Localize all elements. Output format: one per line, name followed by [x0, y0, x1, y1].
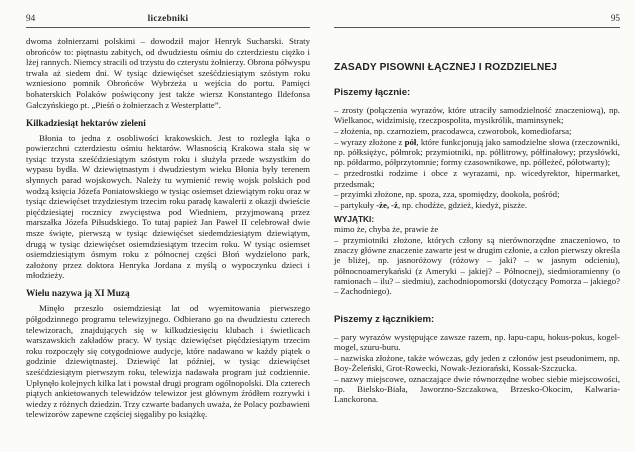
section-heading-muza: Wielu nazywa ją XI Muzą: [26, 289, 130, 300]
rules-section-heading-lacznik: Piszemy z łącznikiem:: [334, 313, 435, 325]
rule-item-partykuly: [334, 200, 620, 210]
exceptions-text: mimo że, chyba że, prawie że: [334, 224, 439, 235]
rules-section-heading-lacznie: Piszemy łącznie:: [334, 87, 411, 98]
rule-item-partykuly-bold: -że, -ż: [376, 200, 398, 211]
rule-item-partykuly-post: , np. chodźże, gdzież, kiedyż, piszże.: [397, 200, 528, 211]
rule-item-nazwy-miejscowe: – nazwy miejscowe, oznaczające dwie równorzędne wobec siebie miejscowości, np. Bielsko-Biała, Jaworzno-Szczakowa, Brzesko-Okocim, Kalwaria-Lanckorona.: [334, 373, 620, 405]
rule-item-pol-post: , które funkcjonują jako samodzielne słowa (rzeczowniki, np. półksiężyc, półmrok; przymiotniki, np. półlitrowy, półfinałowy; przysłówki, np. półdarmo, półprzytomnie; formy czasownikowe, np. półleżeć, półotwarty);: [334, 136, 620, 168]
running-head: liczebniki: [147, 13, 189, 23]
rule-item-zlozenia: – złożenia, np. czarnoziem, pracodawca, czworobok, komediofarsa;: [334, 126, 572, 137]
page-94: [26, 0, 310, 452]
exceptions-label: WYJĄTKI:: [334, 214, 375, 225]
page-94-body: [26, 28, 310, 420]
rule-item-pol-bold: pół: [404, 136, 417, 147]
section-paragraph-muza: Minęło przeszło osiemdziesiąt lat od wyemitowania pierwszego półgodzinnego programu telewizyjnego. Odbierano go na dwudziestu czterech telewizorach, znajdujących się w kilkudziesięciu klubach i świetlicach warszawskich zakładów pracy. W tysiąc dziewięćset pięćdziesiątym trzecim roku rozpoczęły się cotygodniowe audycje, które nadawano w każdy piątek o godzinie dziewiętnastej. Dziewięć lat później, w tysiąc dziewięćset sześćdziesiątym pierwszym roku, telewizja nadawała program już codziennie. Upłynęło kolejnych kilka lat i powstał drugi program ogólnopolski. Dla czterech piątych ankietowanych telewidzów telewizor jest głównym źródłem rozrywki i wiedzy z różnych dziedzin. Trzy czwarte badanych uważa, że Polacy pozbawieni telewizorów zapewne częściej sięgaliby po książkę.: [26, 303, 310, 420]
page-number-left: 94: [26, 13, 36, 23]
page-95-header: [334, 0, 620, 28]
rule-item-przedrostki: – przedrostki rodzime i obce z wyrazami, np. wicedyrektor, hipermarket, przedsmak;: [334, 168, 620, 189]
intro-paragraph: dwoma żołnierzami polskimi – dowodził major Henryk Sucharski. Straty obrońców to: piętnastu zabitych, od dwudziestu ośmiu do czterdziestu ciężko i lżej rannych. Niemcy stracili od trzystu do czterystu żołnierzy. Obrona półwyspu trwała aż siedem dni. W tysiąc dziewięćset sześćdziesiątym szóstym roku wzniesiono pomnik Obrońców Wybrzeża u wejścia do portu. Pamięci bohaterskich Polaków poświęcony jest także wiersz Konstantego Ildefonsa Gałczyńskiego pt. „Pieśń o żołnierzach z Westerplatte”.: [26, 36, 310, 110]
page-94-header: [26, 0, 310, 28]
rule-item-partykuly-pre: – partykuły: [334, 200, 377, 211]
rule-item-pary-wyrazow: – pary wyrazów występujące zawsze razem, np. łapu-capu, hokus-pokus, kogel-mogel, szuru-buru.: [334, 331, 620, 352]
page-number-right: 95: [610, 13, 620, 23]
page-title: ZASADY PISOWNI ŁĄCZNEJ I ROZDZIELNEJ: [334, 62, 558, 73]
rule-item-pol-pre: – wyrazy złożone z: [334, 136, 405, 147]
rule-item-przyimki: – przyimki złożone, np. spoza, zza, spomiędzy, dookoła, pośród;: [334, 189, 560, 200]
page-95: [334, 0, 620, 452]
section-heading-blonia: Kilkadziesiąt hektarów zieleni: [26, 118, 146, 129]
page-95-body: [334, 28, 620, 405]
rule-item-przymiotniki: – przymiotniki złożone, których człony są nierównorzędne znaczeniowo, to znaczy główne znaczenie zawarte jest w drugim członie, a człon pierwszy określa je bliżej, np. jasnoróżowy (różowy – jaki? – w jasnym odcieniu), północnoamerykański (z Ameryki – jakiej? – Północnej), siedmioramienny (o ramionach – ilu? – siedmiu), zachodniopomorski (dotyczący Pomorza – jakiego? – Zachodniego).: [334, 234, 621, 297]
rule-item-nazwiska: – nazwiska złożone, także wówczas, gdy jeden z członów jest pseudonimem, np. Boy-Żeleński, Grot-Rowecki, Nowak-Jeziorański, Kossak-Szczucka.: [334, 352, 620, 373]
rule-item-pol: [334, 137, 620, 168]
section-paragraph-blonia: Błonia to jedna z osobliwości krakowskich. Jest to rozległa łąka o powierzchni czterdziestu ośmiu hektarów. Własnością Krakowa stała się w tysiąc trzysta sześćdziesiątym szóstym roku i służyła przede wszystkim do wypasu bydła. W dziewiętnastym i dwudziestym wieku Błonia były terenem słynnych parad wojskowych. Należy tu wymienić rewię wojsk polskich pod wodzą księcia Józefa Poniatowskiego w tysiąc osiemset dziewiątym roku oraz w tysiąc dziewięćset trzydziestym trzecim roku paradę kawalerii z okazji dwieście pięćdziesiątej rocznicy zwycięstwa pod Wiedniem, przyjmowaną przez marszałka Józefa Piłsudskiego. To tutaj papież Jan Paweł II celebrował dwie msze święte, pierwszą w tysiąc dziewięćset siedemdziesiątym dziewiątym, drugą w tysiąc dziewięćset osiemdziesiątym trzecim roku. W tysiąc osiemset osiemdziesiątym ósmym roku z północnej części Błoń wydzielono park, założony przez doktora Henryka Jordana z myślą o wypoczynku dzieci i młodzieży.: [26, 132, 310, 281]
rule-item-zrosty: – zrosty (połączenia wyrazów, które utraciły samodzielność znaczeniową), np. Wielkanoc, widzimisię, rzeczpospolita, mysikrólik, maminsynek;: [334, 105, 620, 126]
